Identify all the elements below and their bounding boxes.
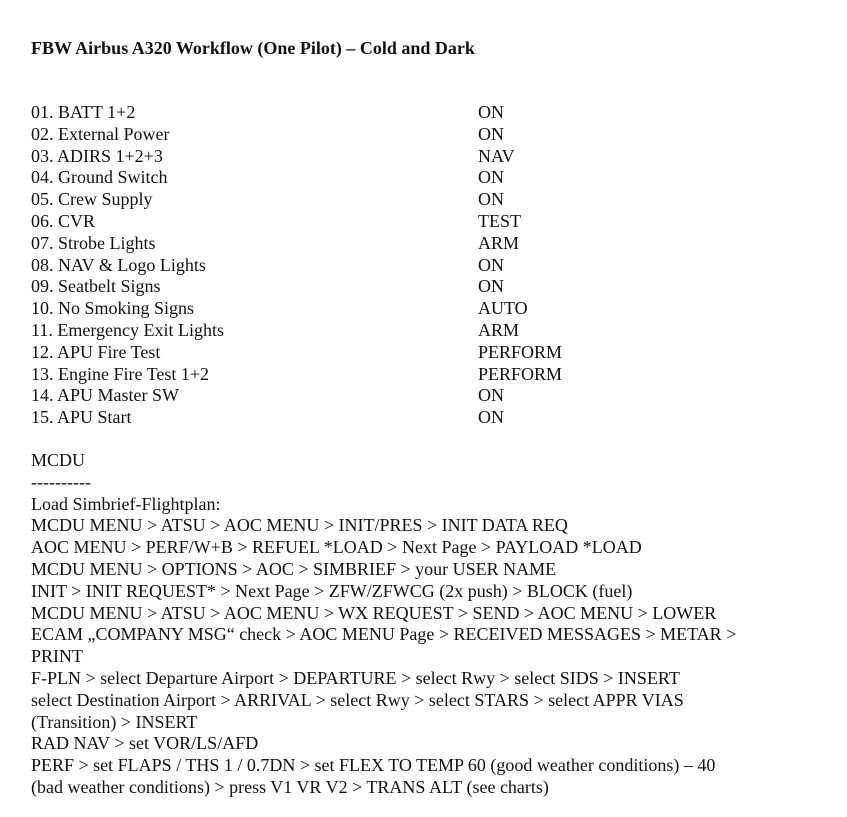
checklist-action: PERFORM [478,341,563,362]
checklist-row [31,342,811,364]
mcdu-step-line: Load Simbrief-Flightplan: [31,493,221,514]
checklist-action: ON [478,189,504,210]
checklist-action: PERFORM [478,363,563,384]
checklist-item: 04. Ground Switch [31,167,168,188]
checklist-row [31,385,811,407]
checklist-action: ON [478,385,504,406]
checklist-row [31,407,811,429]
checklist-row [31,124,811,146]
checklist-action: ARM [478,232,520,253]
checklist-item: 05. Crew Supply [31,189,153,210]
mcdu-step-line: ECAM „COMPANY MSG“ check > AOC MENU Page > RECEIVED MESSAGES > METAR > [31,624,737,645]
mcdu-section [31,450,821,799]
checklist-row [31,298,811,320]
checklist-action: ON [478,407,504,428]
checklist-item: 14. APU Master SW [31,385,179,406]
checklist-row [31,255,811,277]
mcdu-step-line: RAD NAV > set VOR/LS/AFD [31,733,259,754]
mcdu-step-line: select Destination Airport > ARRIVAL > select Rwy > select STARS > select APPR VIAS [31,689,684,710]
checklist-row [31,211,811,233]
checklist-action: NAV [478,145,515,166]
checklist-item: 12. APU Fire Test [31,341,161,362]
mcdu-step-line: PERF > set FLAPS / THS 1 / 0.7DN > set FLEX TO TEMP 60 (good weather conditions) – 40 [31,755,716,776]
checklist-item: 03. ADIRS 1+2+3 [31,145,163,166]
checklist-action: TEST [478,210,521,231]
document-title: FBW Airbus A320 Workflow (One Pilot) – Cold and Dark [31,38,475,58]
mcdu-step-line: (Transition) > INSERT [31,711,198,732]
checklist-item: 09. Seatbelt Signs [31,276,161,297]
checklist-action: ON [478,254,504,275]
checklist-item: 06. CVR [31,210,96,231]
checklist-item: 10. No Smoking Signs [31,298,195,319]
checklist-row [31,146,811,168]
mcdu-step-line: PRINT [31,646,84,667]
checklist-item: 02. External Power [31,123,170,144]
mcdu-step-line: MCDU MENU > OPTIONS > AOC > SIMBRIEF > your USER NAME [31,558,557,579]
mcdu-step-line: F-PLN > select Departure Airport > DEPARTURE > select Rwy > select SIDS > INSERT [31,667,680,688]
checklist-action: ON [478,123,504,144]
mcdu-heading: MCDU [31,450,86,470]
checklist-item: 11. Emergency Exit Lights [31,319,224,340]
checklist-action: ON [478,102,504,122]
checklist-row [31,233,811,255]
checklist-row [31,364,811,386]
cold-and-dark-checklist [31,102,811,429]
checklist-action: AUTO [478,298,528,319]
mcdu-step-line: AOC MENU > PERF/W+B > REFUEL *LOAD > Next Page > PAYLOAD *LOAD [31,537,642,558]
checklist-item: 08. NAV & Logo Lights [31,254,206,275]
mcdu-step-line: MCDU MENU > ATSU > AOC MENU > INIT/PRES > INIT DATA REQ [31,515,568,536]
checklist-item: 07. Strobe Lights [31,232,156,253]
checklist-item: 13. Engine Fire Test 1+2 [31,363,210,384]
checklist-action: ON [478,276,504,297]
checklist-row [31,276,811,298]
mcdu-step-line: MCDU MENU > ATSU > AOC MENU > WX REQUEST > SEND > AOC MENU > LOWER [31,602,717,623]
checklist-row [31,167,811,189]
mcdu-step-line: INIT > INIT REQUEST* > Next Page > ZFW/ZFWCG (2x push) > BLOCK (fuel) [31,580,633,601]
checklist-action: ON [478,167,504,188]
mcdu-divider: ---------- [31,471,91,492]
checklist-action: ARM [478,319,520,340]
checklist-item: 01. BATT 1+2 [31,102,136,122]
mcdu-step-line: (bad weather conditions) > press V1 VR V2 > TRANS ALT (see charts) [31,776,549,797]
checklist-row [31,320,811,342]
checklist-row [31,102,811,124]
checklist-item: 15. APU Start [31,407,132,428]
checklist-row [31,189,811,211]
